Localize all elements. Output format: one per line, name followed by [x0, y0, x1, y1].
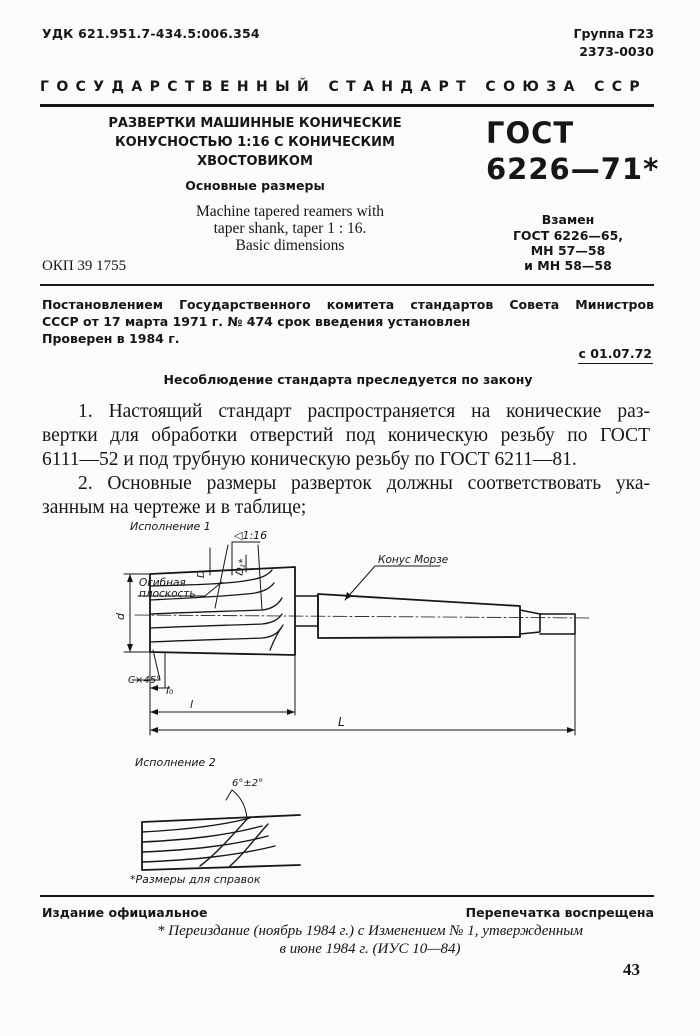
- paragraph-2-line-1: 2. Основные размеры разверток должны соответствовать ука-: [78, 473, 650, 494]
- decree-block: [42, 296, 654, 347]
- taper-label: ◁1:16: [234, 529, 268, 542]
- bottom-rule: [40, 895, 654, 897]
- gost-number: 6226—71*: [486, 152, 660, 186]
- angle-leader: [226, 790, 232, 800]
- dim-D1-label: D₁*: [234, 557, 250, 577]
- english-title-line-2: taper shank, taper 1 : 16.: [213, 220, 367, 237]
- replaces-item: МН 57—58: [530, 243, 606, 258]
- effective-date-underline: [578, 363, 653, 364]
- replaces-list: [486, 228, 650, 273]
- body-text: [42, 400, 650, 520]
- paragraph-1-line-1: 1. Настоящий стандарт распространяется на конические раз-: [78, 401, 650, 422]
- title-line-3: ХВОСТОВИКОМ: [197, 154, 313, 169]
- reamer-v2-outline: [142, 815, 300, 870]
- reamer-neck: [295, 596, 318, 626]
- arrowhead: [150, 727, 158, 733]
- title-line-2: КОНУСНОСТЬЮ 1:16 С КОНИЧЕСКИМ: [115, 135, 395, 150]
- dim-d-label: d: [114, 613, 127, 620]
- variant-2-label: Исполнение 2: [135, 756, 216, 769]
- dim-L-label: L: [338, 715, 345, 729]
- state-standard-heading: ГОСУДАРСТВЕННЫЙ СТАНДАРТ СОЮЗА ССР: [40, 79, 648, 95]
- arrowhead: [150, 709, 158, 715]
- flat-label-2: плоскость: [139, 588, 196, 600]
- paragraph-1-line-2: вертки для обработки отверстий под коническую резьбу по ГОСТ: [42, 425, 650, 446]
- replaces-item: и МН 58—58: [524, 258, 612, 273]
- paragraph-1-line-3: 6111—52 и под трубную коническую резьбу по ГОСТ 6211—81.: [42, 449, 577, 470]
- decree-line-3: Проверен в 1984 г.: [42, 331, 180, 346]
- english-title-line-3: Basic dimensions: [235, 237, 345, 254]
- flute-line: [270, 625, 283, 650]
- replaces-item: ГОСТ 6226—65,: [512, 228, 624, 243]
- angle-label: 6°±2°: [232, 778, 264, 789]
- okp-code: ОКП 39 1755: [42, 258, 127, 274]
- v2-flute-line: [230, 824, 268, 866]
- flat-ext: [215, 545, 228, 608]
- dim-D-label: D: [196, 570, 207, 578]
- center-line: [135, 615, 590, 618]
- flute-line: [150, 628, 281, 642]
- arrowhead: [567, 727, 575, 733]
- gost-label: ГОСТ: [486, 116, 575, 150]
- effective-date: с 01.07.72: [578, 346, 652, 361]
- arrowhead: [127, 644, 133, 652]
- reamer-shank: [318, 594, 520, 638]
- english-title: [150, 203, 430, 254]
- arrowhead: [287, 709, 295, 715]
- title-line-1: РАЗВЕРТКИ МАШИННЫЕ КОНИЧЕСКИЕ: [108, 116, 402, 131]
- arrowhead: [127, 574, 133, 582]
- reamer-tang: [520, 610, 540, 634]
- reamer-drawing: [0, 508, 700, 878]
- variant-1-label: Исполнение 1: [130, 520, 211, 533]
- middle-rule: [40, 284, 654, 286]
- legal-warning: Несоблюдение стандарта преследуется по закону: [163, 372, 533, 387]
- drawing-footnote: *Размеры для справок: [130, 873, 261, 886]
- angle-arc: [232, 790, 247, 818]
- decree-line-2: СССР от 17 марта 1971 г. № 474 срок введения установлен: [42, 314, 471, 329]
- reprint-prohibited-label: Перепечатка воспрещена: [465, 905, 654, 920]
- top-rule: [40, 104, 654, 107]
- english-title-line-1: Machine tapered reamers with: [195, 203, 385, 220]
- reissue-line-1: * Переиздание (ноябрь 1984 г.) с Изменением № 1, утвержденным: [157, 923, 583, 939]
- document-subtitle: Основные размеры: [185, 178, 325, 193]
- reamer-tang-end: [540, 614, 575, 634]
- dim-l0-label: l₀: [166, 684, 174, 697]
- udk-code: УДК 621.951.7-434.5:006.354: [42, 26, 260, 41]
- official-edition-label: Издание официальное: [42, 905, 208, 920]
- paragraph-2-line-2: занным на чертеже и в таблице;: [42, 497, 307, 518]
- decree-line-1: Постановлением Государственного комитета стандартов Совета Министров: [42, 297, 654, 312]
- v2-flute-line: [142, 836, 268, 852]
- replaces-title: Взамен: [541, 212, 595, 227]
- document-title: [90, 114, 420, 171]
- flat-label-1: Огибная: [139, 577, 186, 589]
- group-code: 2373-0030: [579, 44, 654, 59]
- v2-flute-line: [142, 826, 262, 842]
- chamfer-label: C×45°: [128, 675, 162, 686]
- dim-l-label: l: [190, 698, 194, 711]
- reissue-note: [80, 922, 660, 958]
- group-label: Группа Г23: [573, 26, 654, 41]
- page-number: 43: [623, 960, 640, 979]
- morse-taper-label: Конус Морзе: [378, 554, 449, 566]
- reissue-line-2: в июне 1984 г. (ИУС 10—84): [279, 941, 461, 957]
